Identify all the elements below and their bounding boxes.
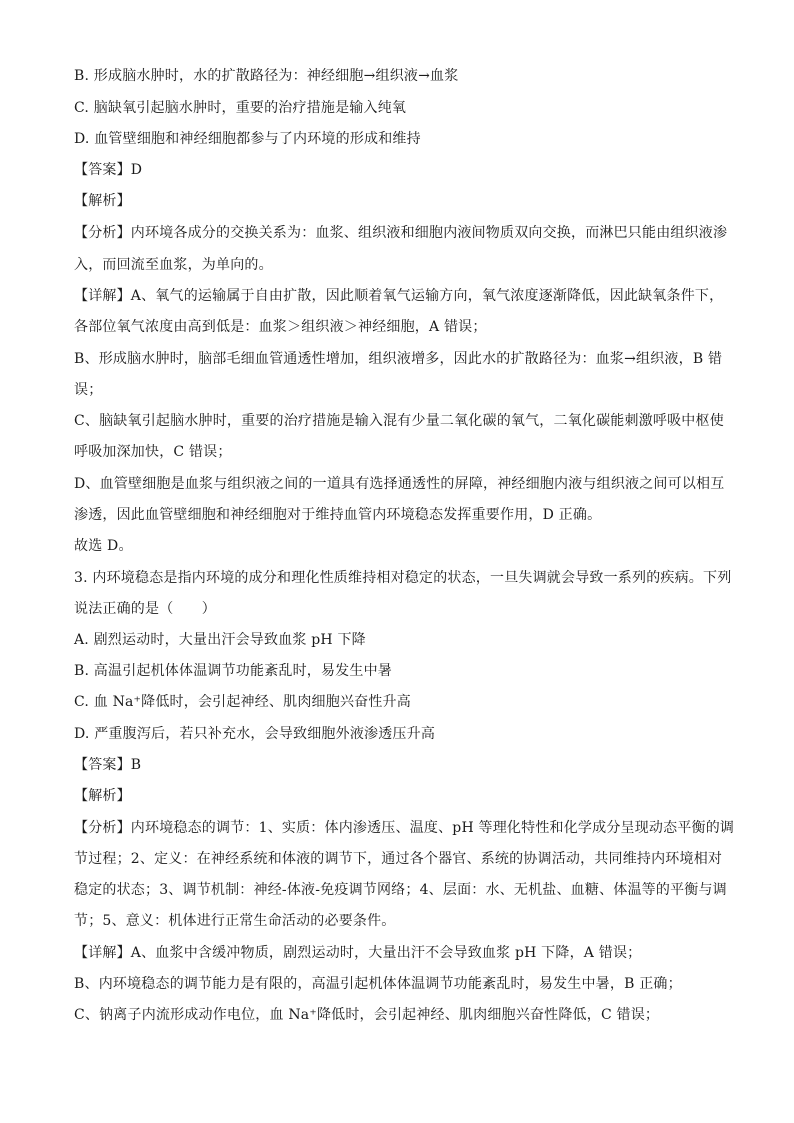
conclusion-line: 故选 D。	[74, 538, 133, 554]
question-3-stem: 说法正确的是（ ）	[74, 601, 216, 617]
detail-line: B、内环境稳态的调节能力是有限的，高温引起机体体温调节功能紊乱时，易发生中暑，B 正确；	[74, 976, 682, 992]
detail-line: D、血管壁细胞是血浆与组织液之间的一道具有选择通透性的屏障，神经细胞内液与组织液之间可以相互	[74, 476, 725, 492]
detail-line: B、形成脑水肿时，脑部毛细血管通透性增加，组织液增多，因此水的扩散路径为：血浆→组织液，B 错	[74, 351, 723, 367]
detail-line: 误；	[74, 382, 103, 398]
answer-line: 【答案】B	[74, 757, 142, 773]
analysis-line: 稳定的状态；3、调节机制：神经-体液-免疫调节网络；4、层面：水、无机盐、血糖、体温等的平衡与调	[74, 882, 727, 898]
option-c-line: C. 血 Na⁺降低时，会引起神经、肌肉细胞兴奋性升高	[74, 694, 411, 710]
analysis-line: 【分析】内环境各成分的交换关系为：血浆、组织液和细胞内液间物质双向交换，而淋巴只能由组织液渗	[74, 225, 728, 241]
analysis-line: 【分析】内环境稳态的调节：1、实质：体内渗透压、温度、pH 等理化特性和化学成分呈现动态平衡的调	[74, 820, 735, 836]
option-b-line: B. 形成脑水肿时，水的扩散路径为：神经细胞→组织液→血浆	[74, 68, 459, 84]
analysis-heading: 【解析】	[74, 788, 131, 804]
detail-line: 【详解】A、血浆中含缓冲物质，剧烈运动时，大量出汗不会导致血浆 pH 下降，A 错误；	[74, 945, 642, 961]
option-d-line: D. 血管壁细胞和神经细胞都参与了内环境的形成和维持	[74, 131, 421, 147]
answer-line: 【答案】D	[74, 162, 143, 178]
detail-line: 渗透，因此血管壁细胞和神经细胞对于维持血管内环境稳态发挥重要作用，D 正确。	[74, 507, 602, 523]
analysis-line: 节；5、意义：机体进行正常生命活动的必要条件。	[74, 913, 396, 929]
detail-line: C、脑缺氧引起脑水肿时，重要的治疗措施是输入混有少量二氧化碳的氧气，二氧化碳能刺激呼吸中枢使	[74, 413, 724, 429]
option-a-line: A. 剧烈运动时，大量出汗会导致血浆 pH 下降	[74, 632, 366, 648]
detail-line: 【详解】A、氧气的运输属于自由扩散，因此顺着氧气运输方向，氧气浓度逐渐降低，因此缺氧条件下，	[74, 288, 724, 304]
option-d-line: D. 严重腹泻后，若只补充水，会导致细胞外液渗透压升高	[74, 726, 436, 742]
analysis-line: 入，而回流至血浆，为单向的。	[74, 257, 273, 273]
detail-line: 各部位氧气浓度由高到低是：血浆＞组织液＞神经细胞，A 错误；	[74, 319, 487, 335]
question-3-stem: 3. 内环境稳态是指内环境的成分和理化性质维持相对稳定的状态，一旦失调就会导致一系列的疾病。下列	[74, 570, 732, 586]
analysis-line: 节过程；2、定义：在神经系统和体液的调节下，通过各个器官、系统的协调活动，共同维持内环境相对	[74, 851, 723, 867]
detail-line: C、钠离子内流形成动作电位，血 Na⁺降低时，会引起神经、肌肉细胞兴奋性降低，C 错误；	[74, 1007, 660, 1023]
option-c-line: C. 脑缺氧引起脑水肿时，重要的治疗措施是输入纯氧	[74, 100, 407, 116]
detail-line: 呼吸加深加快，C 错误；	[74, 444, 232, 460]
option-b-line: B. 高温引起机体体温调节功能紊乱时，易发生中暑	[74, 663, 392, 679]
analysis-heading: 【解析】	[74, 193, 131, 209]
